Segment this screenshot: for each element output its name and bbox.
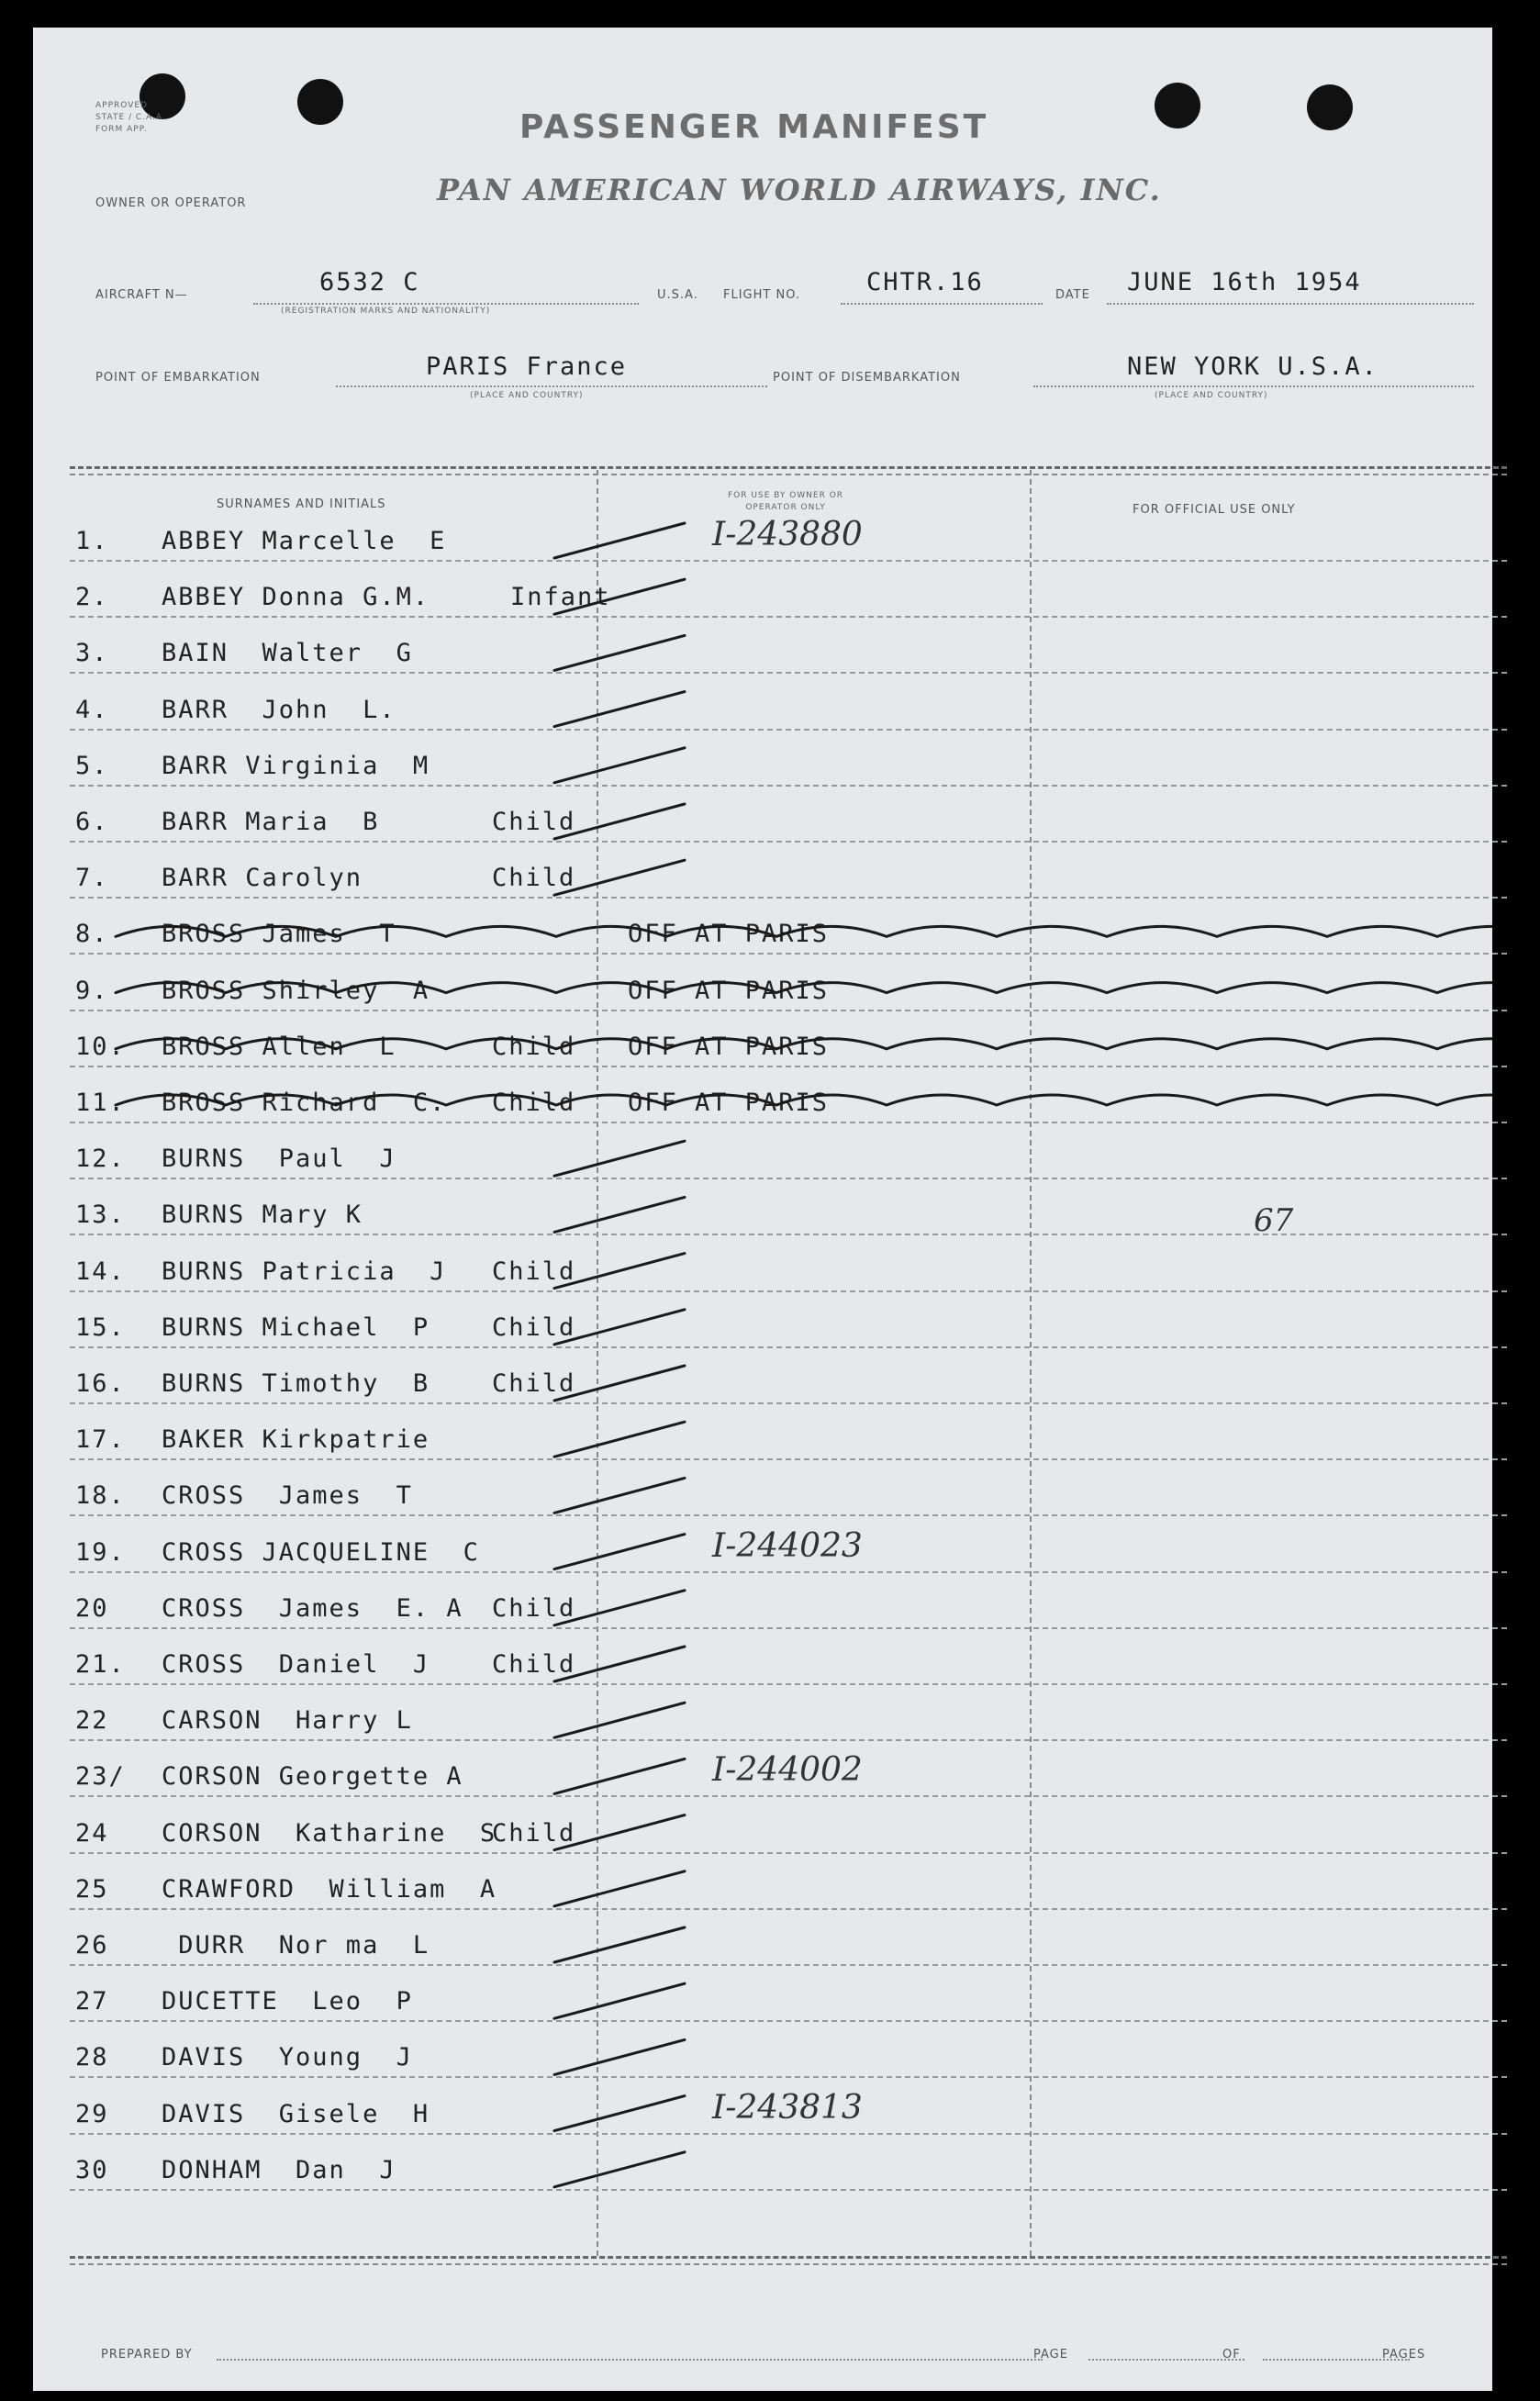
check-mark [554, 1141, 685, 1176]
check-mark [554, 2096, 685, 2131]
passenger-name: DUCETTE Leo P [162, 1987, 413, 2016]
passenger-name: BROSS Allen L [162, 1032, 396, 1061]
row-number: 21. [75, 1650, 126, 1679]
owner-remark: OFF AT PARIS [628, 976, 830, 1005]
passenger-category: Child [492, 1818, 576, 1848]
approval-line-2: STATE / C.A.A. [95, 113, 166, 122]
passenger-category: Child [492, 1089, 576, 1117]
flight-label: FLIGHT NO. [723, 288, 801, 302]
passenger-name: DURR Nor ma L [162, 1931, 430, 1960]
passenger-category: Infant [510, 583, 611, 612]
pen-marks [33, 28, 1492, 2391]
registration-sublabel: (REGISTRATION MARKS AND NATIONALITY) [281, 307, 491, 316]
check-mark [554, 1254, 685, 1289]
passenger-name: BROSS Shirley A [162, 976, 430, 1005]
row-number: 14. [75, 1256, 126, 1286]
row-number: 7. [75, 864, 109, 893]
manifest-title: PASSENGER MANIFEST [519, 108, 989, 146]
row-number: 20 [75, 1593, 109, 1623]
row-number: 5. [75, 751, 109, 780]
strike-wave [116, 1039, 1492, 1049]
prepared-label: PREPARED BY [101, 2348, 193, 2362]
passenger-name: CROSS James E. A [162, 1593, 463, 1623]
check-mark [554, 1422, 685, 1457]
check-mark [554, 692, 685, 727]
row-number: 29 [75, 2099, 109, 2128]
official-note: 67 [1254, 1202, 1294, 1239]
check-mark [554, 1366, 685, 1401]
passenger-category: Child [492, 864, 576, 893]
row-number: 24 [75, 1818, 109, 1848]
passenger-name: BURNS Timothy B [162, 1369, 430, 1398]
passenger-name: BURNS Paul J [162, 1145, 396, 1174]
row-number: 10. [75, 1032, 126, 1061]
column-header-owner: FOR USE BY OWNER OR OPERATOR ONLY [727, 491, 844, 512]
owner-label: OWNER OR OPERATOR [95, 196, 247, 210]
check-mark [554, 2039, 685, 2074]
passenger-name: CORSON Katharine S [162, 1818, 497, 1848]
column-header-official: FOR OFFICIAL USE ONLY [1133, 503, 1296, 517]
passenger-name: BURNS Mary K [162, 1200, 363, 1230]
check-mark [554, 748, 685, 783]
passenger-name: BARR Carolyn [162, 864, 363, 893]
check-mark [554, 523, 685, 558]
passenger-name: BARR John L. [162, 695, 396, 724]
row-number: 19. [75, 1537, 126, 1567]
owner-remark: OFF AT PARIS [628, 920, 830, 949]
embark-value: PARIS France [426, 352, 628, 381]
row-number: 27 [75, 1987, 109, 2016]
row-number: 9. [75, 976, 109, 1005]
owner-remark: OFF AT PARIS [628, 1032, 830, 1061]
owner-id-number: I-244002 [712, 1751, 863, 1790]
row-number: 15. [75, 1312, 126, 1342]
passenger-name: ABBEY Marcelle E [162, 527, 447, 555]
prepared-rule [217, 2359, 1043, 2361]
row-number: 18. [75, 1481, 126, 1511]
row-number: 3. [75, 639, 109, 668]
passenger-category: Child [492, 808, 576, 836]
disembark-sublabel: (PLACE AND COUNTRY) [1155, 391, 1268, 400]
manifest-page [33, 28, 1492, 2391]
passenger-name: CROSS JACQUELINE C [162, 1537, 480, 1567]
passenger-name: BARR Maria B [162, 808, 380, 836]
strike-wave [116, 983, 1492, 993]
embark-label: POINT OF EMBARKATION [95, 371, 261, 385]
row-number: 22 [75, 1706, 109, 1736]
row-number: 13. [75, 1200, 126, 1230]
passenger-name: BURNS Patricia J [162, 1256, 447, 1286]
passenger-category: Child [492, 1032, 576, 1061]
check-mark [554, 1478, 685, 1513]
passenger-category: Child [492, 1312, 576, 1342]
usa-label: U.S.A. [657, 288, 698, 302]
passenger-name: DONHAM Dan J [162, 2155, 396, 2184]
passenger-category: Child [492, 1593, 576, 1623]
check-mark [554, 2152, 685, 2187]
row-number: 2. [75, 583, 109, 612]
pages-label: PAGES [1382, 2348, 1426, 2362]
flight-value: CHTR.16 [866, 268, 984, 296]
check-mark [554, 1310, 685, 1345]
embark-sublabel: (PLACE AND COUNTRY) [470, 391, 584, 400]
check-mark [554, 1703, 685, 1737]
passenger-name: CROSS James T [162, 1481, 413, 1511]
check-mark [554, 1591, 685, 1625]
passenger-name: CARSON Harry L [162, 1706, 413, 1736]
aircraft-label: AIRCRAFT N— [95, 288, 188, 302]
owner-remark: OFF AT PARIS [628, 1089, 830, 1117]
row-number: 8. [75, 920, 109, 949]
row-number: 11. [75, 1089, 126, 1117]
passenger-name: DAVIS Young J [162, 2043, 413, 2072]
approval-line-3: FORM APP. [95, 125, 148, 134]
passenger-name: BAKER Kirkpatrie [162, 1425, 430, 1455]
aircraft-value: 6532 C [319, 268, 420, 296]
owner-id-number: I-243880 [712, 516, 863, 553]
check-mark [554, 635, 685, 670]
row-number: 16. [75, 1369, 126, 1398]
row-number: 17. [75, 1425, 126, 1455]
strike-wave [116, 1095, 1492, 1105]
passenger-name: BROSS James T [162, 920, 396, 949]
disembark-value: NEW YORK U.S.A. [1127, 352, 1378, 381]
passenger-name: BARR Virginia M [162, 751, 430, 780]
check-mark [554, 804, 685, 839]
passenger-name: ABBEY Donna G.M. [162, 583, 430, 612]
passenger-category: Child [492, 1256, 576, 1286]
passenger-category: Child [492, 1650, 576, 1679]
strike-wave [116, 926, 1492, 936]
passenger-name: CROSS Daniel J [162, 1650, 430, 1679]
page-rule [1088, 2359, 1244, 2361]
airline-name: PAN AMERICAN WORLD AIRWAYS, INC. [437, 173, 1162, 207]
check-mark [554, 1759, 685, 1793]
check-mark [554, 860, 685, 895]
row-number: 23/ [75, 1762, 126, 1792]
date-value: JUNE 16th 1954 [1127, 268, 1362, 296]
passenger-name: BURNS Michael P [162, 1312, 430, 1342]
check-mark [554, 579, 685, 614]
page-label: PAGE [1033, 2348, 1068, 2362]
row-number: 25 [75, 1874, 109, 1904]
row-number: 12. [75, 1145, 126, 1174]
of-label: OF [1222, 2348, 1241, 2362]
column-header-names: SURNAMES AND INITIALS [217, 497, 386, 511]
row-number: 26 [75, 1931, 109, 1960]
check-mark [554, 1815, 685, 1850]
passenger-name: DAVIS Gisele H [162, 2099, 430, 2128]
passenger-name: BROSS Richard C. [162, 1089, 447, 1117]
owner-id-number: I-243813 [712, 2088, 863, 2127]
row-number: 30 [75, 2155, 109, 2184]
passenger-name: CORSON Georgette A [162, 1762, 463, 1792]
row-number: 4. [75, 695, 109, 724]
check-mark [554, 1983, 685, 2018]
passenger-category: Child [492, 1369, 576, 1398]
check-mark [554, 1197, 685, 1232]
approval-line-1: APPROVED [95, 101, 148, 110]
date-label: DATE [1055, 288, 1090, 302]
passenger-name: BAIN Walter G [162, 639, 413, 668]
check-mark [554, 1647, 685, 1681]
check-mark [554, 1871, 685, 1906]
disembark-label: POINT OF DISEMBARKATION [773, 371, 961, 385]
check-mark [554, 1535, 685, 1569]
row-number: 6. [75, 808, 109, 836]
check-mark [554, 1927, 685, 1962]
owner-id-number: I-244023 [712, 1526, 863, 1565]
row-number: 1. [75, 527, 109, 555]
passenger-name: CRAWFORD William A [162, 1874, 497, 1904]
row-number: 28 [75, 2043, 109, 2072]
